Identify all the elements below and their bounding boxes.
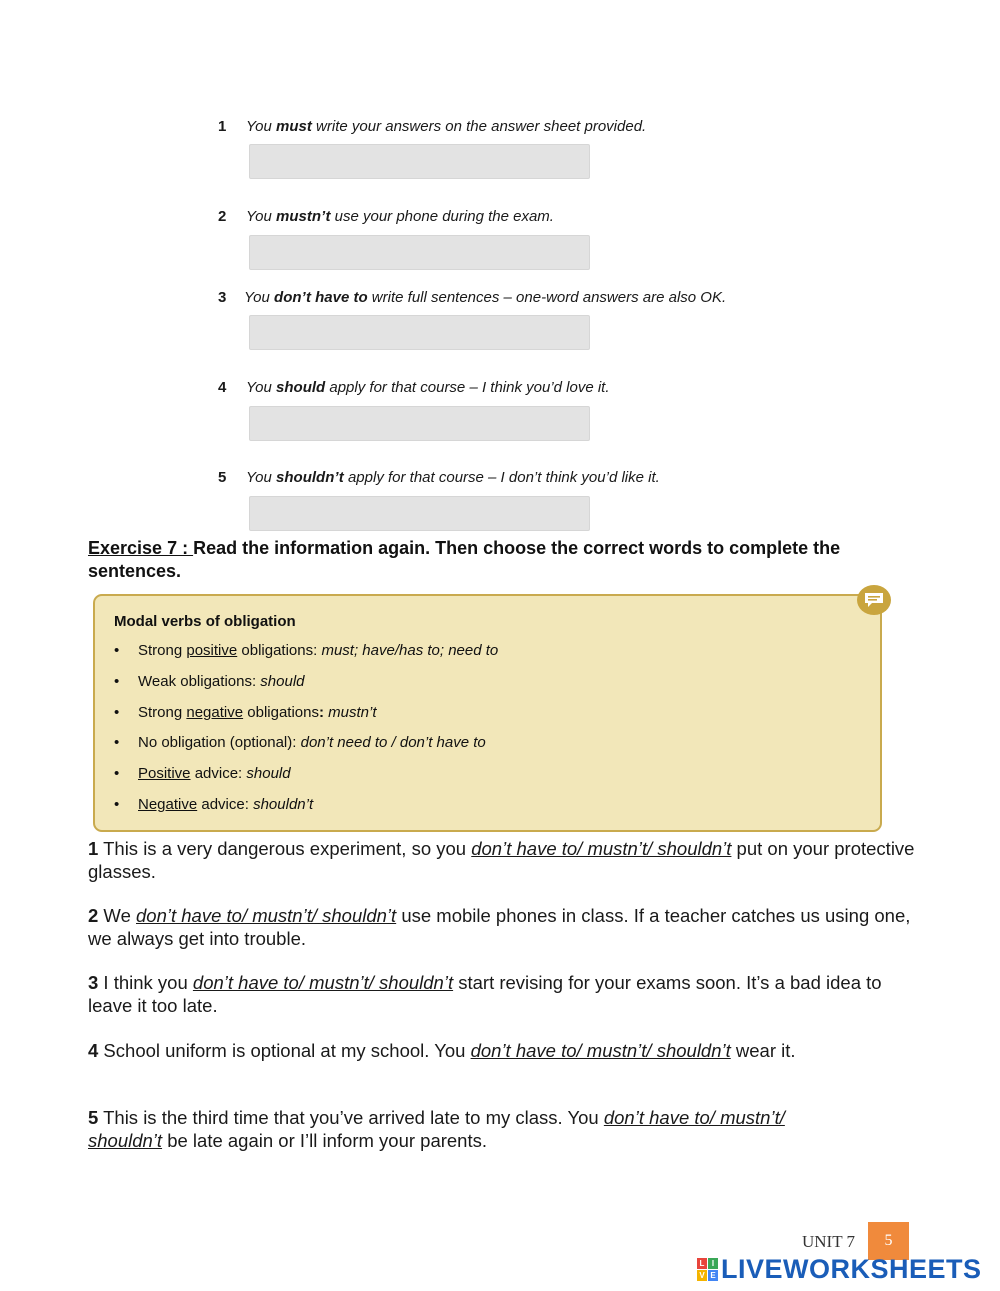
choice-options-4[interactable]: don’t have to/ mustn’t/ shouldn’t [470,1040,731,1061]
answer-input-4[interactable] [249,406,590,441]
exercise-item-5: 5 You shouldn’t apply for that course – I don’t think you’d like it. [218,469,660,486]
exercise-7-heading [88,537,918,583]
sentence-3: 3 I think you don’t have to/ mustn’t/ shouldn’t start revising for your exams soon. It’s a bad idea to leave it too late. [88,972,882,1016]
answer-input-1[interactable] [249,144,590,179]
sentence-1: 1 This is a very dangerous experiment, so you don’t have to/ mustn’t/ shouldn’t put on your protective glasses. [88,838,915,882]
logo-blocks-icon: L I V E [697,1258,718,1281]
sentence-4: 4 School uniform is optional at my school. You don’t have to/ mustn’t/ shouldn’t wear it. [88,1040,796,1061]
choice-options-2[interactable]: don’t have to/ mustn’t/ shouldn’t [136,905,397,926]
info-bullet: • Strong positive obligations: must; have/has to; need to [114,642,499,659]
info-bullet: • Negative advice: shouldn’t [114,795,314,813]
sentence-5: 5 This is the third time that you’ve arrived late to my class. You don’t have to/ mustn’t/ shouldn’t be late again or I’ll inform your parents. [88,1107,785,1151]
exercise-item-1: 1 You must write your answers on the answer sheet provided. [218,118,647,135]
liveworksheets-logo [697,1254,982,1285]
unit-label: UNIT 7 [802,1232,856,1251]
info-box-list [114,642,498,827]
exercise-7-instruction: Read the information again. Then choose the correct words to complete the sentences. [88,538,841,581]
brand-name: LIVEWORKSHEETS [721,1254,982,1284]
page-number: 5 [868,1222,909,1260]
exercise-item-4: 4 You should apply for that course – I think you’d love it. [218,379,610,396]
speech-bubble-icon[interactable] [857,585,891,615]
info-bullet: • No obligation (optional): don’t need to / don’t have to [114,734,486,752]
exercise-item-2: 2 You mustn’t use your phone during the exam. [218,208,554,225]
choice-options-5[interactable]: don’t have to/ mustn’t/ shouldn’t [88,1107,785,1151]
exercise-item-3: 3 You don’t have to write full sentences – one-word answers are also OK. [218,289,727,306]
info-box-title: Modal verbs of obligation [114,613,296,630]
answer-input-5[interactable] [249,496,590,531]
choice-options-1[interactable]: don’t have to/ mustn’t/ shouldn’t [471,838,732,859]
info-bullet: • Strong negative obligations: mustn’t [114,703,377,721]
sentence-2: 2 We don’t have to/ mustn’t/ shouldn’t use mobile phones in class. If a teacher catches us using one, we always get into trouble. [88,905,911,949]
choice-options-3[interactable]: don’t have to/ mustn’t/ shouldn’t [192,972,454,993]
exercise-7-label: Exercise 7 : [88,538,194,558]
modal-verbs-info-box [93,594,882,832]
info-bullet: • Positive advice: should [114,765,291,783]
answer-input-3[interactable] [249,315,590,350]
answer-input-2[interactable] [249,235,590,270]
info-bullet: • Weak obligations: should [114,672,305,690]
